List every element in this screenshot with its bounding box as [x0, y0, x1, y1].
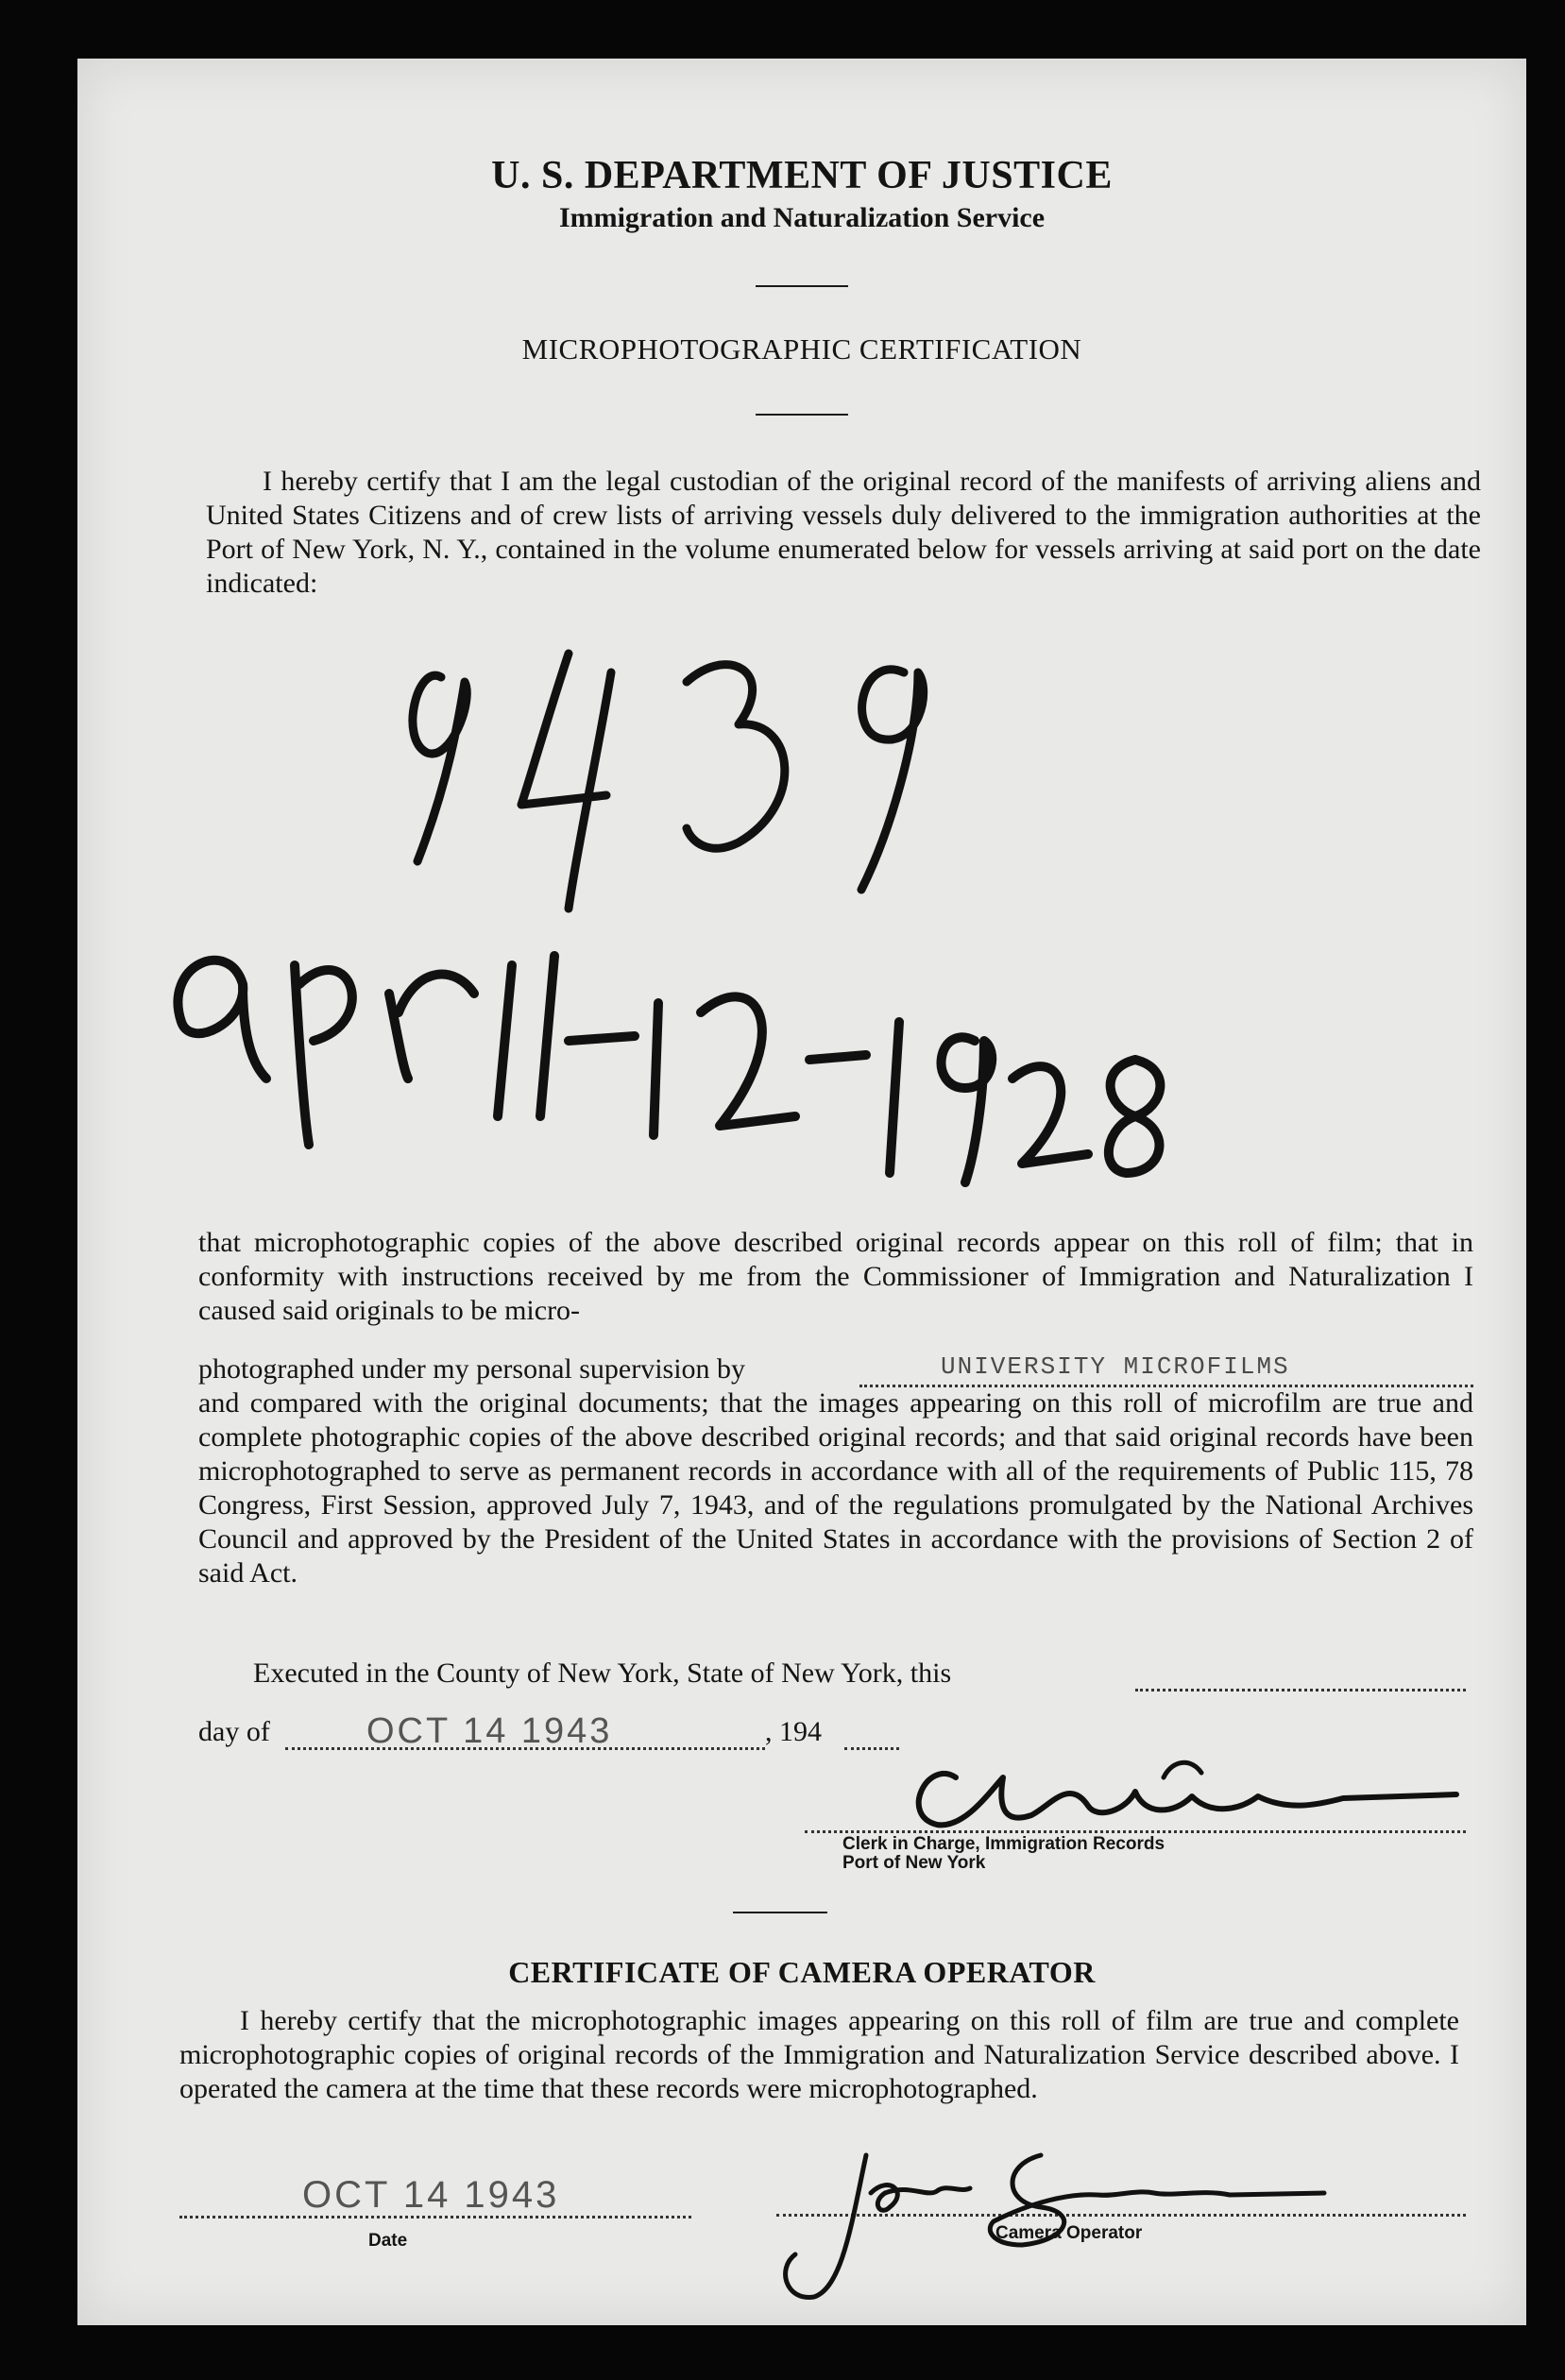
clerk-title-line1: Clerk in Charge, Immigration Records — [842, 1834, 1165, 1854]
handwritten-letter — [178, 960, 266, 1079]
handwritten-letter — [389, 975, 474, 1079]
handwritten-digit — [1012, 1066, 1088, 1164]
year-prefix: , 194 — [765, 1716, 822, 1747]
camera-date-stamp: OCT 14 1943 — [302, 2174, 560, 2216]
handwritten-digit — [687, 665, 785, 849]
handwritten-digit — [701, 996, 795, 1126]
certificate-sheet — [77, 59, 1526, 2325]
body-paragraph-part2: and compared with the original documents; that the images appearing on this roll of microfilm are true and complete photographic copies of the above described original records; and that said original records have been microphotographed to serve as permanent records in accordance with all of the requirements of Public 115, 78 Congress, First Session, approved July 7, 1943, and of the regulations promulgated by the National Archives Council and approved by the President of the United States in accordance with the provisions of Section 2 of said Act. — [198, 1387, 1473, 1589]
executed-date-line — [285, 1713, 765, 1750]
photographed-by-label: photographed under my personal supervision by — [198, 1353, 746, 1385]
body-paragraph-part1: that microphotographic copies of the above described original records appear on this roll of film; that in conformity with instructions received by me from the Commissioner of Immigration and Naturalization I caused said originals to be micro- — [198, 1227, 1473, 1326]
executed-date-stamp: OCT 14 1943 — [366, 1711, 613, 1751]
microfilm-company: UNIVERSITY MICROFILMS — [941, 1352, 1290, 1381]
handwritten-dash — [809, 1055, 866, 1060]
date-label: Date — [368, 2231, 408, 2251]
camera-certificate-title: CERTIFICATE OF CAMERA OPERATOR — [508, 1955, 1096, 1989]
camera-operator-signature — [757, 2089, 1437, 2316]
clerk-signature — [890, 1721, 1494, 1853]
handwritten-digit — [569, 672, 611, 909]
camera-certificate-paragraph: I hereby certify that the microphotographic images appearing on this roll of film are true and complete microphotographic copies of original records of the Immigration and Naturalization Service described above. I operated the camera at the time that these records were microphotographed. — [179, 2005, 1459, 2104]
handwritten-digit — [890, 1022, 899, 1173]
handwritten-digit — [540, 956, 554, 1116]
executed-statement: Executed in the County of New York, State of New York, this — [253, 1658, 952, 1689]
handwritten-entry — [77, 59, 1526, 1286]
handwritten-digit — [1109, 1060, 1160, 1173]
day-of-label: day of — [198, 1716, 270, 1747]
certification-title: MICROPHOTOGRAPHIC CERTIFICATION — [521, 332, 1082, 366]
executed-day-line — [1135, 1660, 1466, 1692]
clerk-title-line2: Port of New York — [842, 1853, 986, 1873]
divider — [733, 1912, 827, 1913]
handwritten-digit — [942, 1037, 993, 1182]
handwritten-digit — [498, 965, 512, 1116]
camera-operator-label: Camera Operator — [995, 2223, 1143, 2243]
service-subtitle: Immigration and Naturalization Service — [558, 202, 1046, 233]
department-title: U. S. DEPARTMENT OF JUSTICE — [491, 154, 1113, 197]
handwritten-letter — [295, 965, 352, 1145]
microfilm-company-line — [859, 1352, 1473, 1387]
handwritten-digit — [413, 675, 467, 861]
handwritten-digit — [654, 1003, 658, 1135]
handwritten-dash — [569, 1036, 635, 1041]
intro-paragraph: I hereby certify that I am the legal custodian of the original record of the manifests of arriving aliens and United States Citizens and of crew lists of arriving vessels duly delivered to the immigration authorities at the Port of New York, N. Y., contained in the volume enumerated below for vessels arriving at said port on the date indicated: — [206, 466, 1481, 599]
camera-date-line — [179, 2174, 691, 2218]
handwritten-digit — [861, 670, 924, 890]
